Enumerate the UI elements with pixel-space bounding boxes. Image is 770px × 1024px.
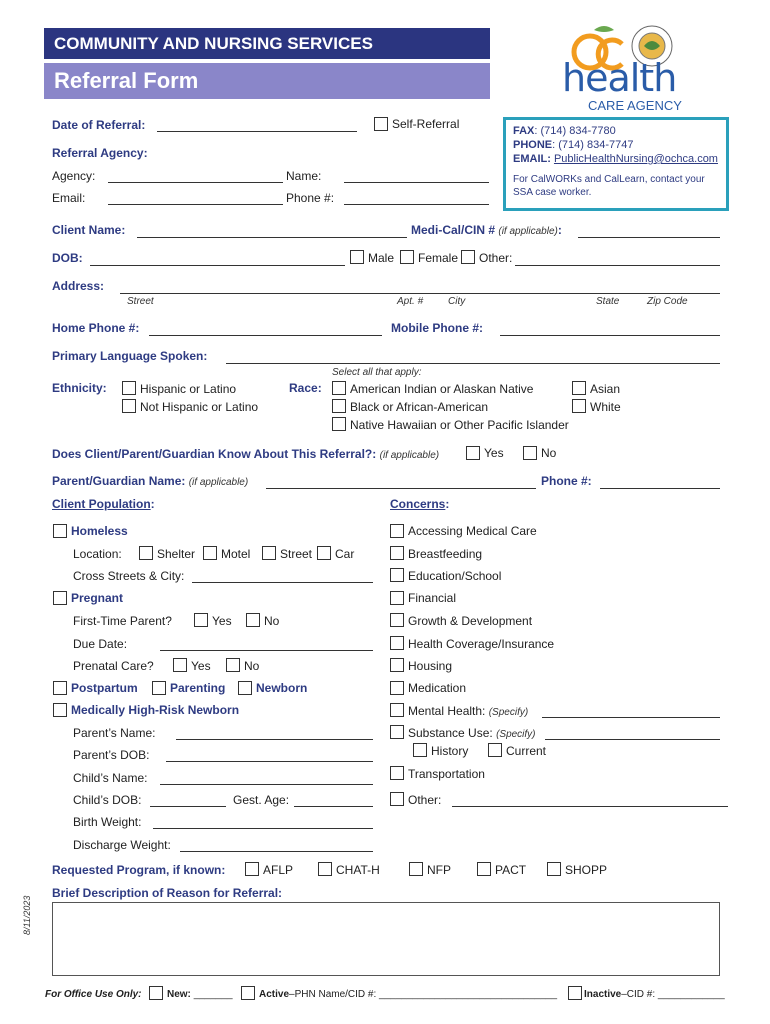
pregnant-label: Pregnant xyxy=(71,591,124,605)
medical-cin-label xyxy=(411,223,562,237)
concern-checkbox-housing[interactable] xyxy=(390,658,404,672)
medical-cin-colon: : xyxy=(557,223,562,237)
homeless-label: Homeless xyxy=(71,524,128,538)
other-gender-label: Other: xyxy=(479,251,513,265)
concern-checkbox-other[interactable] xyxy=(390,792,404,806)
date-of-referral-field[interactable] xyxy=(157,118,357,132)
mobile-phone-label: Mobile Phone #: xyxy=(391,321,484,335)
location-label: Location: xyxy=(73,547,122,561)
zip-caption: Zip Code xyxy=(647,296,688,307)
race-label-asian: Asian xyxy=(590,382,621,396)
shelter-checkbox[interactable] xyxy=(139,546,153,560)
race-label-american-indian: American Indian or Alaskan Native xyxy=(350,382,534,396)
parenting-label: Parenting xyxy=(170,681,226,695)
agency-name-label: Name: xyxy=(286,169,322,183)
concern-other-field[interactable] xyxy=(452,793,728,807)
form-section-header: COMMUNITY AND NURSING SERVICES xyxy=(44,28,490,59)
concern-checkbox-medication[interactable] xyxy=(390,681,404,695)
guardian-name-label xyxy=(52,474,248,488)
guardian-name-note: (if applicable) xyxy=(188,477,249,488)
agency-phone-field[interactable] xyxy=(344,191,489,205)
newborn-checkbox[interactable] xyxy=(238,681,252,695)
not-hispanic-label: Not Hispanic or Latino xyxy=(140,400,259,414)
knows-referral-note: (if applicable) xyxy=(379,450,440,461)
parenting-checkbox[interactable] xyxy=(152,681,166,695)
referral-agency-heading: Referral Agency: xyxy=(52,146,148,160)
medical-cin-note: (if applicable) xyxy=(498,226,558,237)
office-cid-field: –CID #: ____________ xyxy=(621,989,725,1000)
client-population-colon: : xyxy=(150,497,155,511)
concern-checkbox-medical-care[interactable] xyxy=(390,524,404,538)
race-checkbox-asian[interactable] xyxy=(572,381,586,395)
substance-specify: (Specify) xyxy=(496,729,536,740)
contact-note: For CalWORKs and CalLearn, contact your SSA case worker. xyxy=(513,174,705,198)
office-new-blank: _______ xyxy=(193,989,233,1000)
mobile-phone-field[interactable] xyxy=(500,322,720,336)
program-checkbox-shopp[interactable] xyxy=(547,862,561,876)
concern-checkbox-financial[interactable] xyxy=(390,591,404,605)
parents-name-field[interactable] xyxy=(176,726,373,740)
childs-dob-label: Child’s DOB: xyxy=(73,793,142,807)
newborn-label: Newborn xyxy=(256,681,308,695)
program-label-shopp: SHOPP xyxy=(565,863,608,877)
first-time-parent-label: First-Time Parent? xyxy=(73,614,172,628)
race-label-pacific-islander: Native Hawaiian or Other Pacific Islander xyxy=(350,418,569,432)
program-label-nfp: NFP xyxy=(427,863,451,877)
email-line xyxy=(513,153,719,165)
office-new-label: New: xyxy=(167,989,191,1000)
program-label-pact: PACT xyxy=(495,863,527,877)
phone-line xyxy=(513,139,719,151)
client-name-label: Client Name: xyxy=(52,223,126,237)
program-checkbox-chat-h[interactable] xyxy=(318,862,332,876)
prenatal-care-label: Prenatal Care? xyxy=(73,659,154,673)
contact-box xyxy=(503,117,729,211)
concern-label-medication: Medication xyxy=(408,681,467,695)
guardian-name-field[interactable] xyxy=(266,475,536,489)
guardian-name-text: Parent/Guardian Name: xyxy=(52,474,186,488)
concern-label-health-coverage: Health Coverage/Insurance xyxy=(408,637,555,651)
state-caption: State xyxy=(596,296,620,307)
address-field[interactable] xyxy=(120,280,720,294)
street-caption: Street xyxy=(127,296,154,307)
homeless-checkbox[interactable] xyxy=(53,524,67,538)
email-label: EMAIL: xyxy=(513,153,554,165)
select-all-note: Select all that apply: xyxy=(332,367,422,378)
prenatal-yes-checkbox[interactable] xyxy=(173,658,187,672)
agency-field[interactable] xyxy=(108,169,283,183)
apt-caption: Apt. # xyxy=(397,296,424,307)
office-use-label: For Office Use Only: xyxy=(45,989,142,1000)
ethnicity-label: Ethnicity: xyxy=(52,381,107,395)
office-active-label: Active xyxy=(259,989,290,1000)
agency-email-label: Email: xyxy=(52,191,86,205)
office-inactive-label: Inactive xyxy=(584,989,622,1000)
office-phn-field: –PHN Name/CID #: ________________________________ xyxy=(289,989,558,1000)
race-label-white: White xyxy=(590,400,621,414)
concern-checkbox-transportation[interactable] xyxy=(390,766,404,780)
phone-number: : (714) 834-7747 xyxy=(552,139,634,151)
concerns-colon: : xyxy=(445,497,450,511)
client-population-text: Client Population xyxy=(52,497,151,511)
motel-checkbox[interactable] xyxy=(203,546,217,560)
race-label: Race: xyxy=(289,381,322,395)
car-label: Car xyxy=(335,547,355,561)
childs-name-field[interactable] xyxy=(160,771,373,785)
guardian-phone-field[interactable] xyxy=(600,475,720,489)
substance-current-label: Current xyxy=(506,744,547,758)
concern-label-transportation: Transportation xyxy=(408,767,485,781)
first-time-yes-checkbox[interactable] xyxy=(194,613,208,627)
substance-field[interactable] xyxy=(545,726,720,740)
medical-cin-field[interactable] xyxy=(578,224,720,238)
dob-field[interactable] xyxy=(90,252,345,266)
race-checkbox-pacific-islander[interactable] xyxy=(332,417,346,431)
dob-label: DOB: xyxy=(52,251,83,265)
hispanic-checkbox[interactable] xyxy=(122,381,136,395)
parents-dob-field[interactable] xyxy=(166,748,373,762)
concern-label-other: Other: xyxy=(408,793,442,807)
program-label-chat-h: CHAT-H xyxy=(336,863,380,877)
race-checkbox-black[interactable] xyxy=(332,399,346,413)
logo-agency-text: CARE AGENCY xyxy=(588,98,682,113)
office-inactive-checkbox[interactable] xyxy=(568,986,582,1000)
phone-label: PHONE xyxy=(513,139,553,151)
concern-label-substance xyxy=(408,726,536,740)
revision-date: 8/11/2023 xyxy=(22,895,32,935)
home-phone-label: Home Phone #: xyxy=(52,321,140,335)
language-label: Primary Language Spoken: xyxy=(52,349,208,363)
hispanic-label: Hispanic or Latino xyxy=(140,382,237,396)
self-referral-label: Self-Referral xyxy=(392,117,460,131)
knows-yes-checkbox[interactable] xyxy=(466,446,480,460)
concern-checkbox-substance[interactable] xyxy=(390,725,404,739)
race-checkbox-white[interactable] xyxy=(572,399,586,413)
postpartum-label: Postpartum xyxy=(71,681,138,695)
female-label: Female xyxy=(418,251,459,265)
concerns-heading xyxy=(390,497,449,511)
office-inactive xyxy=(584,989,725,1000)
other-gender-checkbox[interactable] xyxy=(461,250,475,264)
date-of-referral-label: Date of Referral: xyxy=(52,118,146,132)
address-label: Address: xyxy=(52,279,105,293)
first-time-yes-label: Yes xyxy=(212,614,232,628)
fax-label: FAX xyxy=(513,125,535,137)
description-textarea[interactable] xyxy=(52,902,720,976)
male-label: Male xyxy=(368,251,395,265)
street-label: Street xyxy=(280,547,313,561)
substance-history-label: History xyxy=(431,744,469,758)
concern-checkbox-breastfeeding[interactable] xyxy=(390,546,404,560)
agency-label: Agency: xyxy=(52,169,96,183)
not-hispanic-checkbox[interactable] xyxy=(122,399,136,413)
form-title: Referral Form xyxy=(44,63,490,99)
childs-name-label: Child’s Name: xyxy=(73,771,148,785)
shelter-label: Shelter xyxy=(157,547,196,561)
knows-referral-label xyxy=(52,447,439,461)
agency-name-field[interactable] xyxy=(344,169,489,183)
prenatal-no-checkbox[interactable] xyxy=(226,658,240,672)
program-checkbox-pact[interactable] xyxy=(477,862,491,876)
knows-referral-text: Does Client/Parent/Guardian Know About This Referral?: xyxy=(52,447,377,461)
office-active-checkbox[interactable] xyxy=(241,986,255,1000)
concern-label-mental-health xyxy=(408,704,528,718)
concern-label-breastfeeding: Breastfeeding xyxy=(408,547,483,561)
race-label-black: Black or African-American xyxy=(350,400,489,414)
concern-label-medical-care: Accessing Medical Care xyxy=(408,524,537,538)
self-referral-checkbox[interactable] xyxy=(374,117,388,131)
high-risk-newborn-label: Medically High-Risk Newborn xyxy=(71,703,240,717)
substance-current-checkbox[interactable] xyxy=(488,743,502,757)
fax-number: : (714) 834-7780 xyxy=(534,125,616,137)
program-checkbox-nfp[interactable] xyxy=(409,862,423,876)
prenatal-no-label: No xyxy=(244,659,260,673)
other-gender-field[interactable] xyxy=(515,252,720,266)
due-date-field[interactable] xyxy=(160,637,373,651)
city-caption: City xyxy=(448,296,466,307)
concern-label-education: Education/School xyxy=(408,569,502,583)
program-label-aflp: AFLP xyxy=(263,863,294,877)
street-checkbox[interactable] xyxy=(262,546,276,560)
oc-health-logo xyxy=(560,22,735,114)
childs-dob-field[interactable] xyxy=(150,793,226,807)
mental-health-text: Mental Health: xyxy=(408,704,486,718)
agency-email-field[interactable] xyxy=(108,191,283,205)
office-new xyxy=(167,989,233,1000)
first-time-no-label: No xyxy=(264,614,280,628)
knows-no-label: No xyxy=(541,446,557,460)
agency-phone-label: Phone #: xyxy=(286,191,335,205)
parents-name-label: Parent’s Name: xyxy=(73,726,156,740)
concerns-text: Concerns xyxy=(390,497,446,511)
discharge-weight-label: Discharge Weight: xyxy=(73,838,171,852)
concern-checkbox-growth[interactable] xyxy=(390,613,404,627)
guardian-phone-label: Phone #: xyxy=(541,474,592,488)
first-time-no-checkbox[interactable] xyxy=(246,613,260,627)
email-link[interactable]: PublicHealthNursing@ochca.com xyxy=(553,153,718,165)
client-name-field[interactable] xyxy=(137,224,407,238)
concern-checkbox-health-coverage[interactable] xyxy=(390,636,404,650)
gest-age-label: Gest. Age: xyxy=(233,793,290,807)
parents-dob-label: Parent’s DOB: xyxy=(73,748,150,762)
due-date-label: Due Date: xyxy=(73,637,128,651)
male-checkbox[interactable] xyxy=(350,250,364,264)
concern-label-housing: Housing xyxy=(408,659,453,673)
substance-text: Substance Use: xyxy=(408,726,493,740)
concern-checkbox-mental-health[interactable] xyxy=(390,703,404,717)
knows-yes-label: Yes xyxy=(484,446,504,460)
language-field[interactable] xyxy=(226,350,720,364)
cross-streets-field[interactable] xyxy=(192,569,373,583)
description-label: Brief Description of Reason for Referral: xyxy=(52,886,283,900)
logo-health-text: health xyxy=(562,56,677,100)
pregnant-checkbox[interactable] xyxy=(53,591,67,605)
home-phone-field[interactable] xyxy=(149,322,382,336)
gest-age-field[interactable] xyxy=(294,793,373,807)
medical-cin-text: Medi-Cal/CIN # xyxy=(411,223,496,237)
discharge-weight-field[interactable] xyxy=(180,838,373,852)
prenatal-yes-label: Yes xyxy=(191,659,211,673)
office-active xyxy=(259,989,557,1000)
knows-no-checkbox[interactable] xyxy=(523,446,537,460)
female-checkbox[interactable] xyxy=(400,250,414,264)
substance-history-checkbox[interactable] xyxy=(413,743,427,757)
car-checkbox[interactable] xyxy=(317,546,331,560)
birth-weight-field[interactable] xyxy=(153,815,373,829)
requested-program-label: Requested Program, if known: xyxy=(52,863,226,877)
client-population-heading xyxy=(52,497,155,511)
birth-weight-label: Birth Weight: xyxy=(73,815,142,829)
motel-label: Motel xyxy=(221,547,251,561)
cross-streets-label: Cross Streets & City: xyxy=(73,569,185,583)
mental-health-specify: (Specify) xyxy=(488,707,529,718)
concern-checkbox-education[interactable] xyxy=(390,568,404,582)
concern-label-growth: Growth & Development xyxy=(408,614,533,628)
postpartum-checkbox[interactable] xyxy=(53,681,67,695)
mental-health-field[interactable] xyxy=(542,704,720,718)
office-new-checkbox[interactable] xyxy=(149,986,163,1000)
race-checkbox-american-indian[interactable] xyxy=(332,381,346,395)
fax-line xyxy=(513,125,719,137)
program-checkbox-aflp[interactable] xyxy=(245,862,259,876)
concern-label-financial: Financial xyxy=(408,591,457,605)
high-risk-newborn-checkbox[interactable] xyxy=(53,703,67,717)
